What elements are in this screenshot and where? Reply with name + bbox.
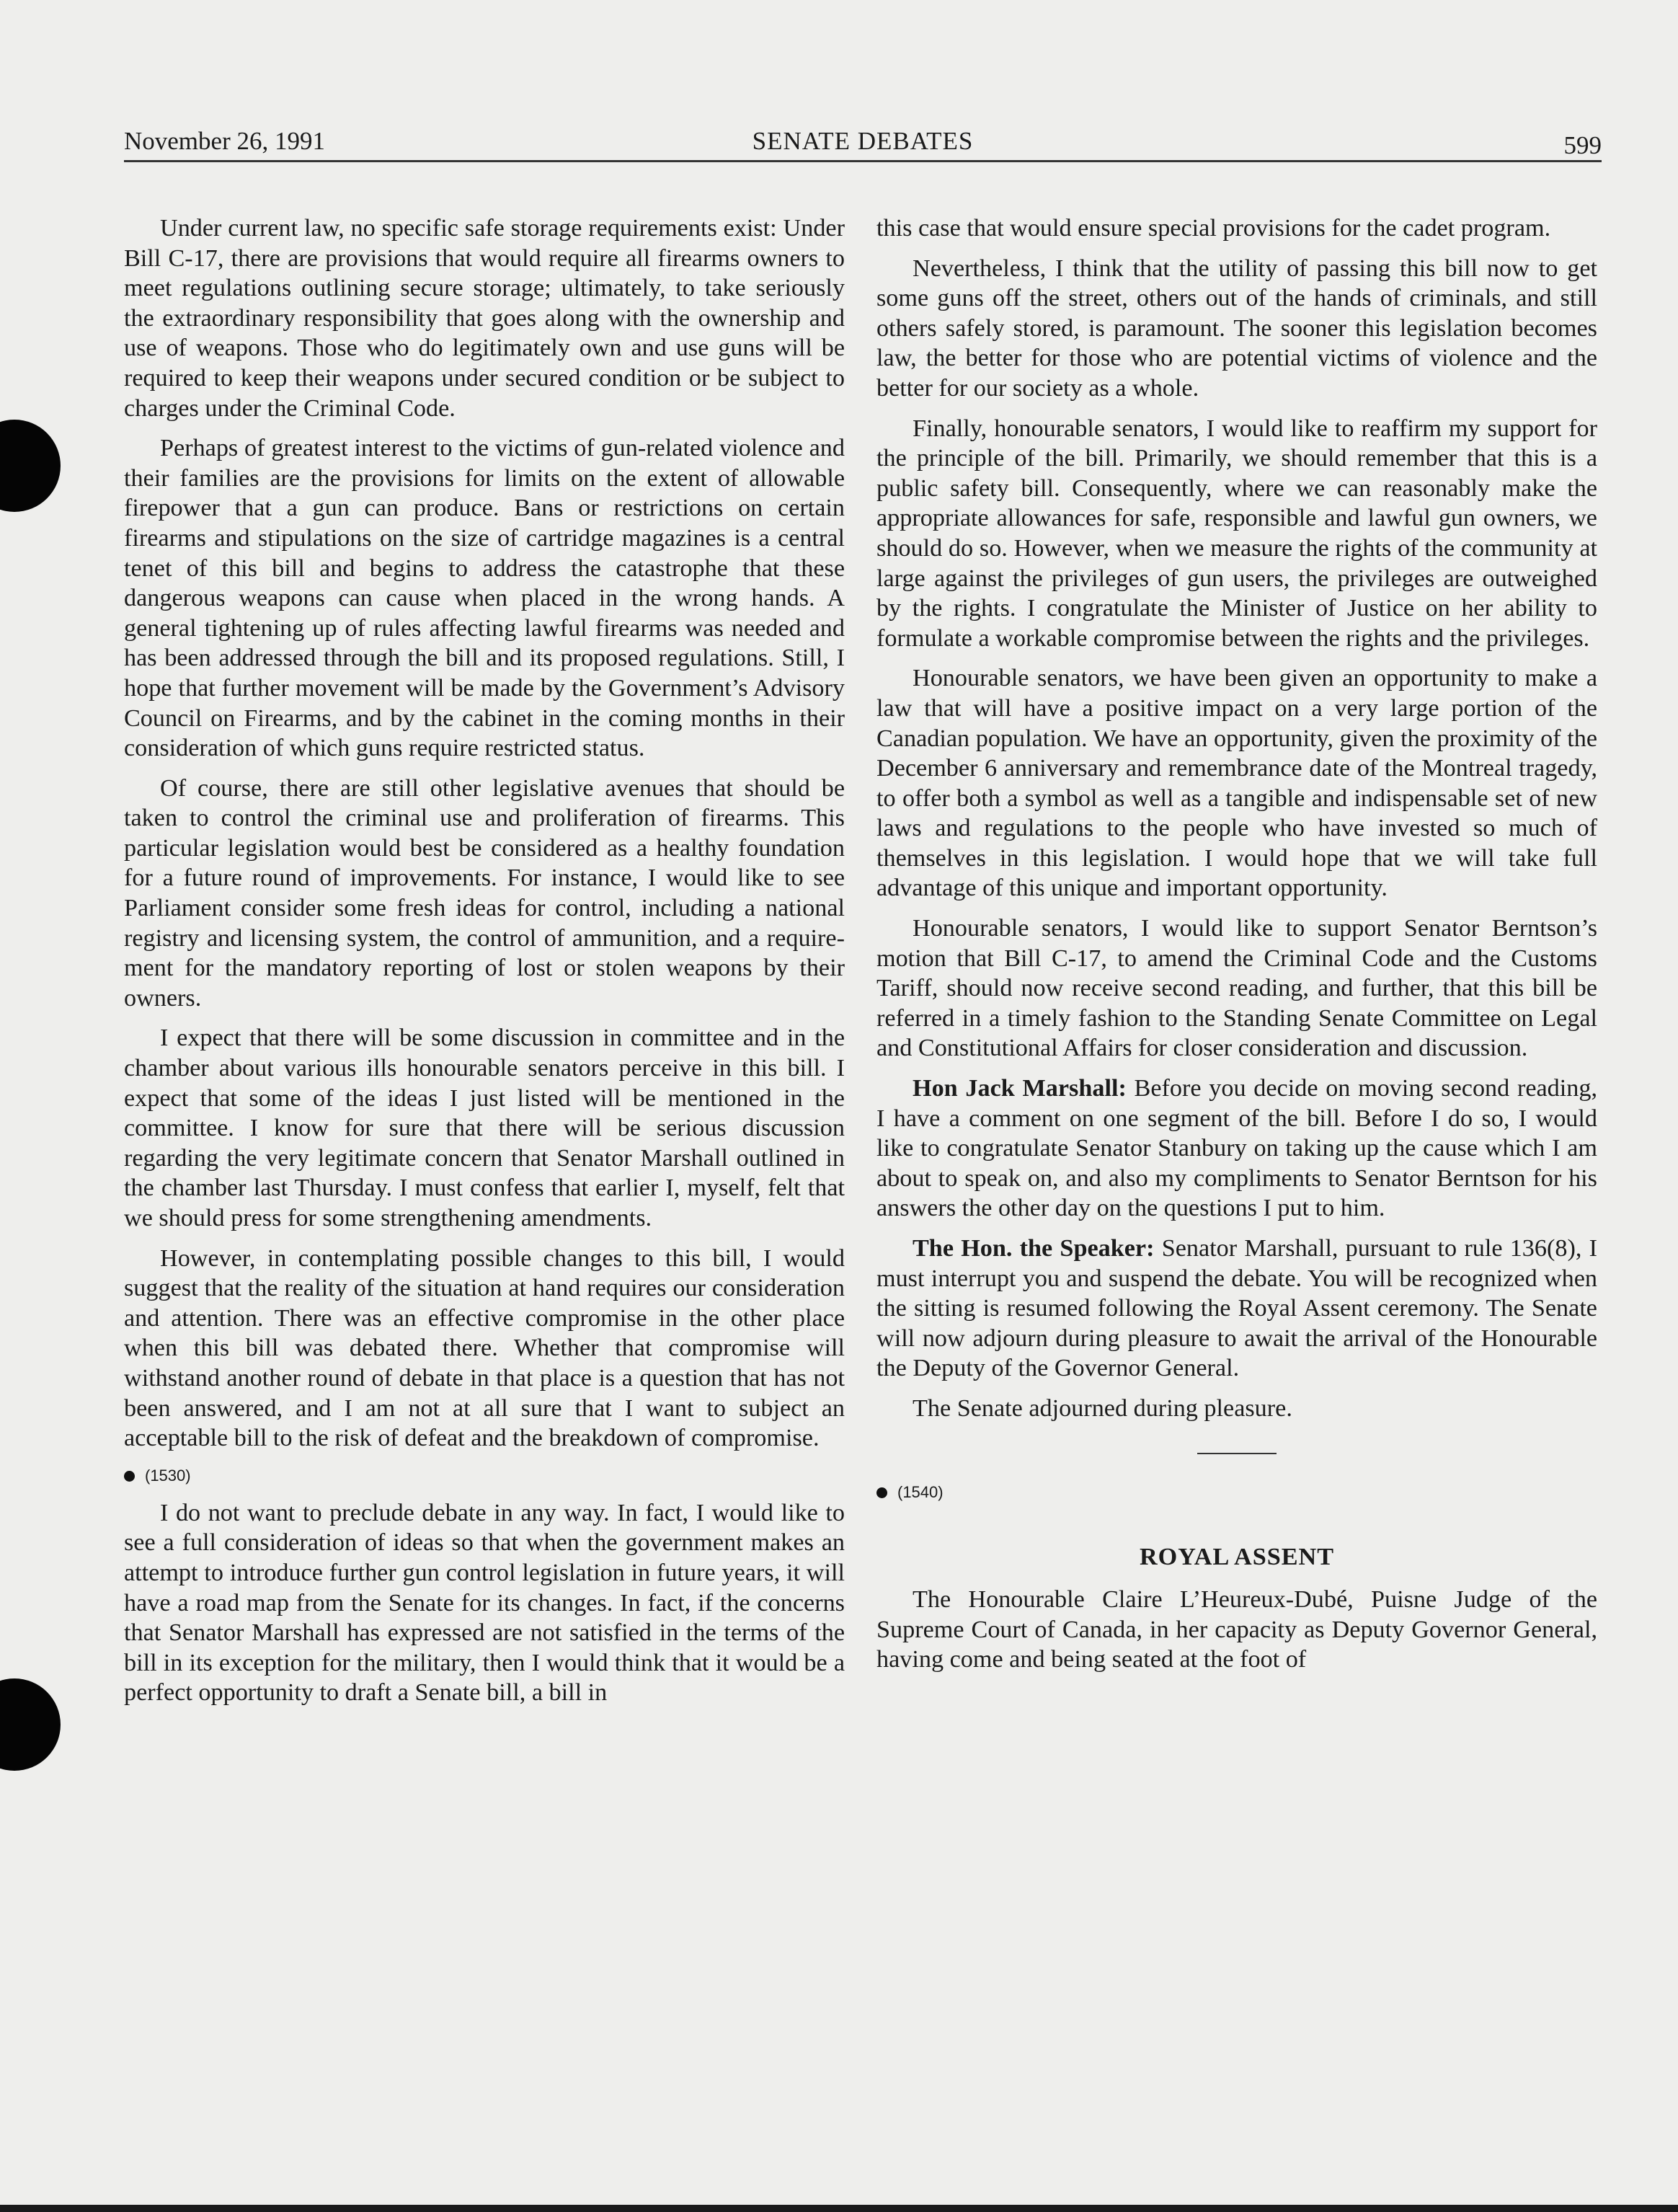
paragraph xyxy=(876,1074,1597,1224)
left-column xyxy=(124,213,845,1718)
speech-text: Before you decide on moving second reading, I have a comment on one segment of the bill. Before I do so, I would like to congratulate Senator Stanbury on taking up the cause which I am about to speak on, and also my compliments to Senator Berntson for his answers the other day on the questions I put to him. xyxy=(876,1075,1598,1222)
paragraph xyxy=(876,1234,1597,1384)
paragraph: Finally, honourable senators, I would like to reaffirm my support for the principle of the bill. Primarily, we should remember that this is a public safety bill. Consequently, where we can reasonably make the appropriate allowances for safe, responsible and lawful gun owners, we should do so. However, when we measure the rights of the community at large against the privileges of gun users, the privileges are outweighed by the rights. I congratulate the Minister of Justice on her ability to formulate a workable compromise between the rights and the privileges. xyxy=(876,415,1597,652)
paragraph: The Senate adjourned during pleasure. xyxy=(913,1394,1292,1422)
header-date: November 26, 1991 xyxy=(124,127,325,155)
paragraph: Perhaps of greatest interest to the victims of gun-related violence and their families are the provisions for limits on the extent of allowable firepower that a gun can produce. Bans or restrictions on certain firearms and stipulations on the size of cartridge magazines is a central tenet of this bill and begins to address the catastrophe that these dangerous weapons can cause when placed in the wrong hands. A general tightening up of rules affecting lawful firearms was needed and has been addressed through the bill and its proposed regulations. Still, I hope that further movement will be made by the Government’s Advisory Council on Firearms, and by the cabinet in the coming months in their consideration of which guns require restricted status. xyxy=(124,435,845,762)
paragraph: Honourable senators, I would like to support Senator Berntson’s motion that Bill C-17, to amend the Criminal Code and the Customs Tariff, should now receive second reading, and further, that this bill be referred in a timely fashion to the Standing Senate Committee on Legal and Constitutional Affairs for closer consideration and discussion. xyxy=(876,915,1597,1062)
time-marker-label: (1530) xyxy=(145,1466,191,1485)
paragraph: I do not want to preclude debate in any way. In fact, I would like to see a full consideration of ideas so that when the government makes an attempt to introduce further gun control legislation in future years, it will have a road map from the Senate for its changes. In fact, if the concerns that Senator Marshall has expressed are not satisfied in the terms of the bill in its exception for the military, then I would think that it would be a perfect opportunity to draft a Senate bill, a bill in xyxy=(124,1499,845,1707)
binder-hole-top xyxy=(0,420,61,512)
bullet-icon xyxy=(876,1487,887,1498)
paragraph: The Honourable Claire L’Heureux-Dubé, Puisne Judge of the Supreme Court of Canada, in her capacity as Deputy Governor General, having come and being seated at the foot of xyxy=(876,1586,1597,1673)
paragraph: Under current law, no specific safe storage requirements exist: Under Bill C-17, there are provisions that would require all firearms owners to meet regulations outlining secure storage; ultimately, to take seriously the extraordinary responsibility that goes along with the ownership and use of weapons. Those who do legitimately own and use guns will be required to keep their weapons under secured condition or be subject to charges under the Criminal Code. xyxy=(124,215,845,422)
section-divider xyxy=(1197,1453,1277,1454)
paragraph: However, in contemplating possible changes to this bill, I would suggest that the reality of the situation at hand requires our consideration and attention. There was an effective compromise in the other place when this bill was debated there. Whether that compromise will withstand another round of debate in that place is a question that has not been answered, and I am not at all sure that I want to subject an acceptable bill to the risk of defeat and the breakdown of compromise. xyxy=(124,1244,845,1452)
section-heading: ROYAL ASSENT xyxy=(1139,1543,1335,1570)
paragraph: Of course, there are still other legislative avenues that should be taken to control the criminal use and proliferation of firearms. This particular legislation would best be considered as a healthy foundation for a future round of improvements. For instance, I would like to see Parliament consider some fresh ideas for control, including a national registry and licensing system, the control of ammunition, and a requirement for the mandatory reporting of lost or stolen weapons by their owners. xyxy=(124,774,845,1012)
right-column xyxy=(876,213,1597,1685)
speaker-name: Hon Jack Marshall: xyxy=(913,1075,1127,1102)
paragraph: this case that would ensure special provisions for the cadet program. xyxy=(876,215,1551,242)
speaker-name: The Hon. the Speaker: xyxy=(913,1235,1155,1262)
binder-hole-bottom xyxy=(0,1678,61,1771)
paragraph: I expect that there will be some discussion in committee and in the chamber about various ills honourable senators perceive in this bill. I expect that some of the ideas I just listed will be mentioned in the committee. I know for sure that there will be serious discussion regarding the very legitimate concern that Senator Marshall outlined in the chamber last Thursday. I must confess that earlier I, myself, felt that we should press for some strengthening amendments. xyxy=(124,1025,845,1231)
page-header xyxy=(124,127,1602,170)
paragraph: Nevertheless, I think that the utility of passing this bill now to get some guns off the street, others out of the hands of criminals, and still others safely stored, is paramount. The sooner this legislation becomes law, the better for those who are potential victims of violence and the better for our society as a whole. xyxy=(876,255,1597,402)
time-marker xyxy=(876,1480,1597,1505)
page-number: 599 xyxy=(1563,131,1602,159)
scan-edge xyxy=(0,2205,1678,2212)
speech-text: Senator Marshall, pursuant to rule 136(8), I must interrupt you and suspend the debate. You will be recognized when the sitting is resumed following the Royal Assent ceremony. The Senate will now adjourn during pleasure to await the arrival of the Honourable the Deputy of the Governor General. xyxy=(876,1235,1597,1382)
time-marker-label: (1540) xyxy=(897,1482,944,1501)
header-title: SENATE DEBATES xyxy=(752,127,974,155)
header-rule xyxy=(124,160,1602,162)
bullet-icon xyxy=(124,1471,135,1482)
paragraph: Honourable senators, we have been given an opportunity to make a law that will have a positive impact on a very large portion of the Canadian population. We have an opportunity, given the proximity of the December 6 anniversary and remembrance date of the Montreal tragedy, to offer both a symbol as well as a tangible and indispensable set of new laws and regulations to the people who have invested so much of themselves in this legislation. I would hope that we will take full advantage of this unique and important opportunity. xyxy=(876,665,1597,902)
time-marker xyxy=(124,1464,845,1488)
